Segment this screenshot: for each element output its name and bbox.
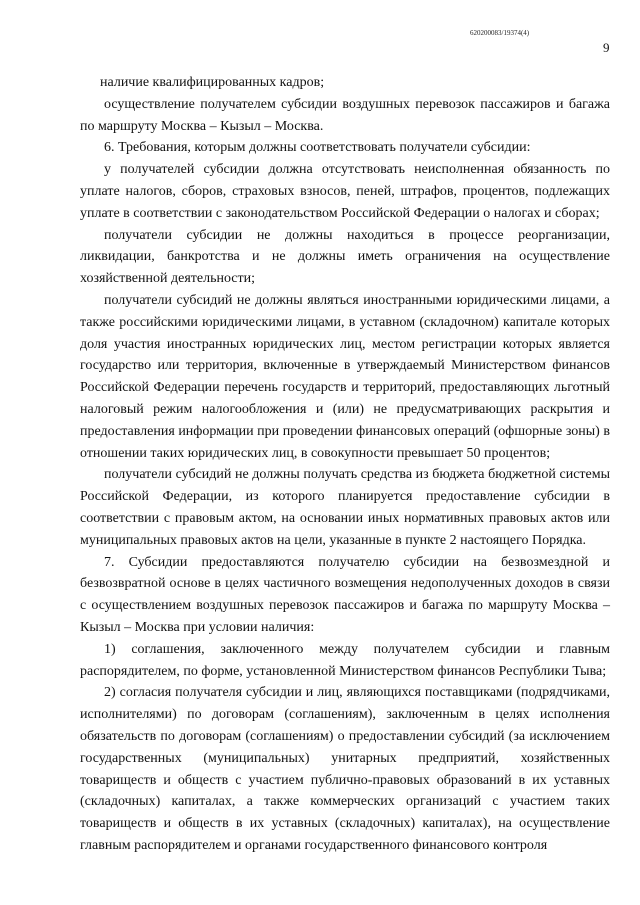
paragraph: получатели субсидии не должны находиться в процессе реорганизации, ликвидации, банкротства и не должны иметь ограничения на осуществление хозяйственной деятельности; xyxy=(80,227,610,287)
page-number: 9 xyxy=(603,40,610,55)
list-item: 1) соглашения, заключенного между получателем субсидии и главным распорядителем, по форме, установленной Министерством финансов Республики Тыва; xyxy=(80,641,610,679)
list-item: 2) согласия получателя субсидии и лиц, являющихся поставщиками (подрядчиками, исполнителями) по договорам (соглашениям), заключенным в целях исполнения обязательств по договорам (соглашениям) о предоставлении субсидий (за исключением государственных (муниципальных) унитарных предприятий, хозяйственных товариществ и обществ с участием публично-правовых образований в их уставных (складочных) капиталах, а также коммерческих организаций с участием таких товариществ и обществ в их уставных (складочных) капиталах), на осуществление главным распорядителем и органами государственного финансового контроля xyxy=(80,685,610,853)
document-registration-number: 620200083/19374(4) xyxy=(470,29,530,37)
paragraph: получатели субсидий не должны получать средства из бюджета бюджетной системы Российской Федерации, из которого планируется предоставление субсидии в соответствии с правовым актом, на основании иных нормативных правовых актов или муниципальных правовых актов на цели, указанные в пункте 2 настоящего Порядка. xyxy=(80,467,610,548)
section-heading-7: 7. Субсидии предоставляются получателю субсидии на безвозмездной и безвозвратной основе в целях частичного возмещения недополученных доходов в связи с осуществлением воздушных перевозок пассажиров и багажа по маршруту Москва – Кызыл – Москва при условии наличия: xyxy=(80,554,610,635)
paragraph: у получателей субсидии должна отсутствовать неисполненная обязанность по уплате налогов, сборов, страховых взносов, пеней, штрафов, процентов, подлежащих уплате в соответствии с законодательством Российской Федерации о налогах и сборах; xyxy=(80,162,610,221)
paragraph: получатели субсидий не должны являться иностранными юридическими лицами, а также российскими юридическими лицами, в уставном (складочном) капитале которых доля участия иностранных юридических лиц, местом регистрации которых является государство или территория, включенные в утверждаемый Министерством финансов Российской Федерации перечень государств и территорий, предоставляющих льготный налоговый режим налогообложения и (или) не предусматривающих раскрытия и предоставления информации при проведении финансовых операций (офшорные зоны) в отношении таких юридических лиц, в совокупности превышает 50 процентов; xyxy=(80,292,610,461)
paragraph: наличие квалифицированных кадров; xyxy=(100,75,325,90)
paragraph: осуществление получателем субсидии воздушных перевозок пассажиров и багажа по маршруту Москва – Кызыл – Москва. xyxy=(80,96,610,134)
section-heading-6: 6. Требования, которым должны соответствовать получатели субсидии: xyxy=(104,140,531,156)
document-body xyxy=(80,72,610,857)
